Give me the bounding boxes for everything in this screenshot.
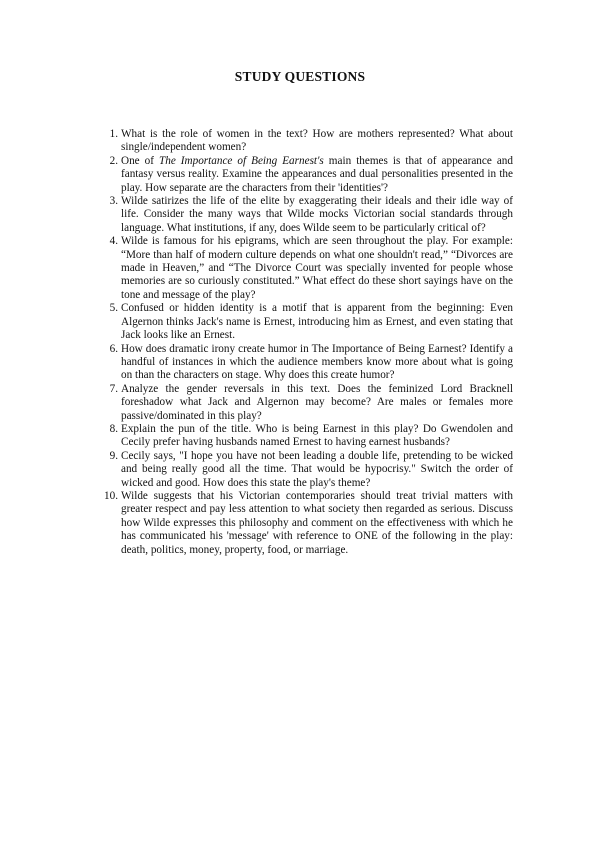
page-title: STUDY QUESTIONS — [234, 69, 366, 84]
question-text — [121, 155, 513, 194]
question-number: 10. — [104, 489, 118, 502]
question-text: Analyze the gender reversals in this text. Does the feminized Lord Bracknell foreshadow what Jack and Algernon may become? Are males or females more passive/dominated in this play? — [121, 382, 513, 422]
study-questions-list — [100, 128, 513, 557]
question-item-3 — [100, 195, 513, 235]
question-number: 1. — [109, 128, 118, 140]
question-text-rest: main themes is that of appearance and fantasy versus reality. Examine the appearances and dual personalities presented in the play. How separate are the characters from their 'identities'? — [121, 154, 513, 194]
play-title-italic: The Importance of Being Earnest's — [159, 154, 324, 167]
question-number: 6. — [109, 342, 118, 355]
question-text: Confused or hidden identity is a motif that is apparent from the beginning: Even Algernon thinks Jack's name is Ernest, introducing him as Ernest, and even stating that Jack looks like an Ernest. — [121, 302, 513, 342]
question-item-9 — [100, 450, 513, 490]
question-text: Explain the pun of the title. Who is being Earnest in this play? Do Gwendolen and Cecily prefer having husbands named Ernest to having earnest husbands? — [121, 422, 513, 449]
question-item-6 — [100, 343, 513, 383]
question-item-10 — [100, 490, 513, 557]
question-number: 8. — [109, 422, 118, 435]
question-text: Cecily says, "I hope you have not been leading a double life, pretending to be wicked and being really good all the time. That would be hypocrisy." Switch the order of wicked and good. How does this state the play's theme? — [121, 449, 513, 489]
question-item-4 — [100, 235, 513, 302]
question-item-1 — [100, 128, 513, 155]
question-text: Wilde is famous for his epigrams, which are seen throughout the play. For example: “More than half of modern culture depends on what one shouldn't read,” “Divorces are made in Heaven,” and “The Divorce Court was specially invented for people whose memories are so curiously constituted.” What effect do these short sayings have on the tone and message of the play? — [121, 235, 513, 301]
question-text: Wilde satirizes the life of the elite by exaggerating their ideals and their idle way of life. Consider the many ways that Wilde mocks Victorian social standards through language. What institutions, if any, does Wilde seem to be particularly critical of? — [121, 195, 513, 234]
question-item-2 — [100, 155, 513, 195]
question-number: 7. — [109, 382, 118, 395]
question-item-8 — [100, 423, 513, 450]
question-text: What is the role of women in the text? How are mothers represented? What about single/independent women? — [121, 128, 513, 154]
question-number: 2. — [109, 154, 118, 167]
question-item-5 — [100, 302, 513, 342]
question-text-lead: One of — [121, 154, 159, 167]
question-item-7 — [100, 383, 513, 423]
question-number: 9. — [109, 449, 118, 462]
question-text: Wilde suggests that his Victorian contemporaries should treat trivial matters with greater respect and pay less attention to what society then regarded as serious. Discuss how Wilde expresses this philosophy and comment on the effectiveness with which he has communicated his 'message' with reference to ONE of the following in the play: death, politics, money, property, food, or marriage. — [121, 489, 513, 556]
question-number: 3. — [109, 195, 118, 208]
question-text: How does dramatic irony create humor in The Importance of Being Earnest? Identify a handful of instances in which the audience members know more about what is going on than the characters on stage. Why does this create humor? — [121, 342, 513, 382]
question-number: 4. — [109, 235, 118, 248]
question-number: 5. — [109, 302, 118, 315]
